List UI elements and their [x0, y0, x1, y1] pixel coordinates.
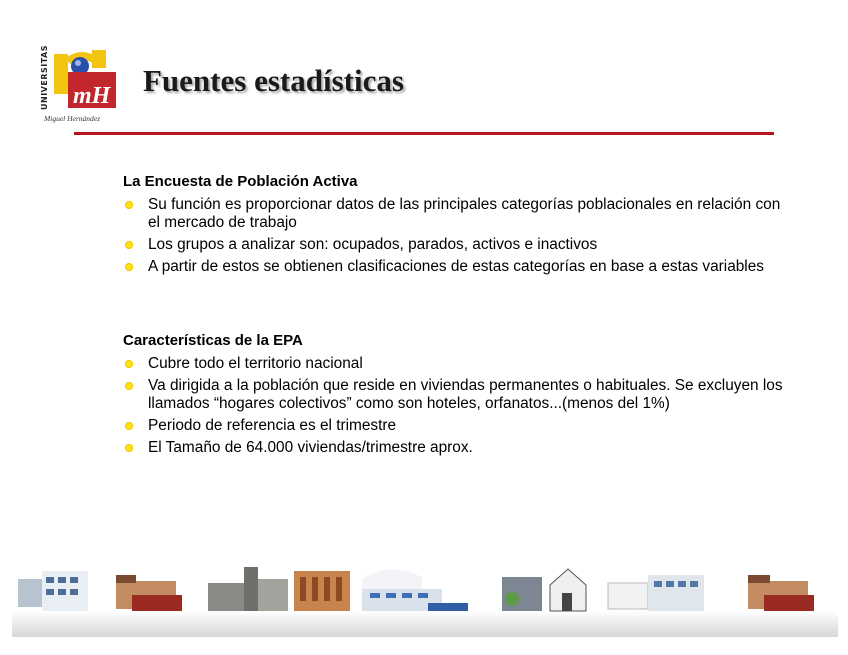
list-item-text: Periodo de referencia es el trimestre	[148, 417, 397, 434]
list-item-text: Los grupos a analizar son: ocupados, parados, activos e inactivos	[148, 236, 598, 253]
bullet-dot-icon	[125, 241, 133, 249]
section-heading: Características de la EPA	[123, 332, 303, 349]
bullet-dot-icon	[125, 422, 133, 430]
list-item	[123, 377, 793, 413]
umh-logo-icon	[52, 48, 118, 112]
bullet-dot-icon	[125, 201, 133, 209]
list-item	[123, 439, 793, 457]
bullet-dot-icon	[125, 444, 133, 452]
logo-caption: Miguel Hernández	[44, 114, 101, 123]
logo-vertical-text: UNIVERSITAS	[40, 44, 49, 110]
bullet-dot-icon	[125, 263, 133, 271]
list-item	[123, 236, 793, 254]
campus-buildings-banner-icon	[12, 553, 838, 637]
bullet-list	[123, 196, 793, 276]
slide-title: Fuentes estadísticas	[143, 63, 404, 98]
university-logo	[40, 44, 120, 130]
bullet-dot-icon	[125, 382, 133, 390]
list-item-text: Su función es proporcionar datos de las principales categorías poblacionales en relación con el mercado de trabajo	[148, 196, 781, 231]
list-item	[123, 417, 793, 435]
list-item	[123, 355, 793, 373]
list-item	[123, 196, 793, 232]
list-item-text: El Tamaño de 64.000 viviendas/trimestre aprox.	[148, 439, 473, 456]
list-item-text: Cubre todo el territorio nacional	[148, 355, 363, 372]
title-divider	[74, 132, 774, 135]
section-epa-characteristics	[123, 331, 793, 461]
list-item-text: A partir de estos se obtienen clasificaciones de estas categorías en base a estas variables	[148, 258, 764, 275]
bullet-dot-icon	[125, 360, 133, 368]
list-item	[123, 258, 793, 276]
list-item-text: Va dirigida a la población que reside en viviendas permanentes o habituales. Se excluyen los llamados “hogares colectivos” como son hoteles, orfanatos...(menos del 1%)	[148, 377, 783, 412]
bullet-list	[123, 355, 793, 457]
section-epa	[123, 172, 793, 280]
section-heading: La Encuesta de Población Activa	[123, 173, 358, 190]
svg-text:mH: mH	[73, 83, 111, 109]
